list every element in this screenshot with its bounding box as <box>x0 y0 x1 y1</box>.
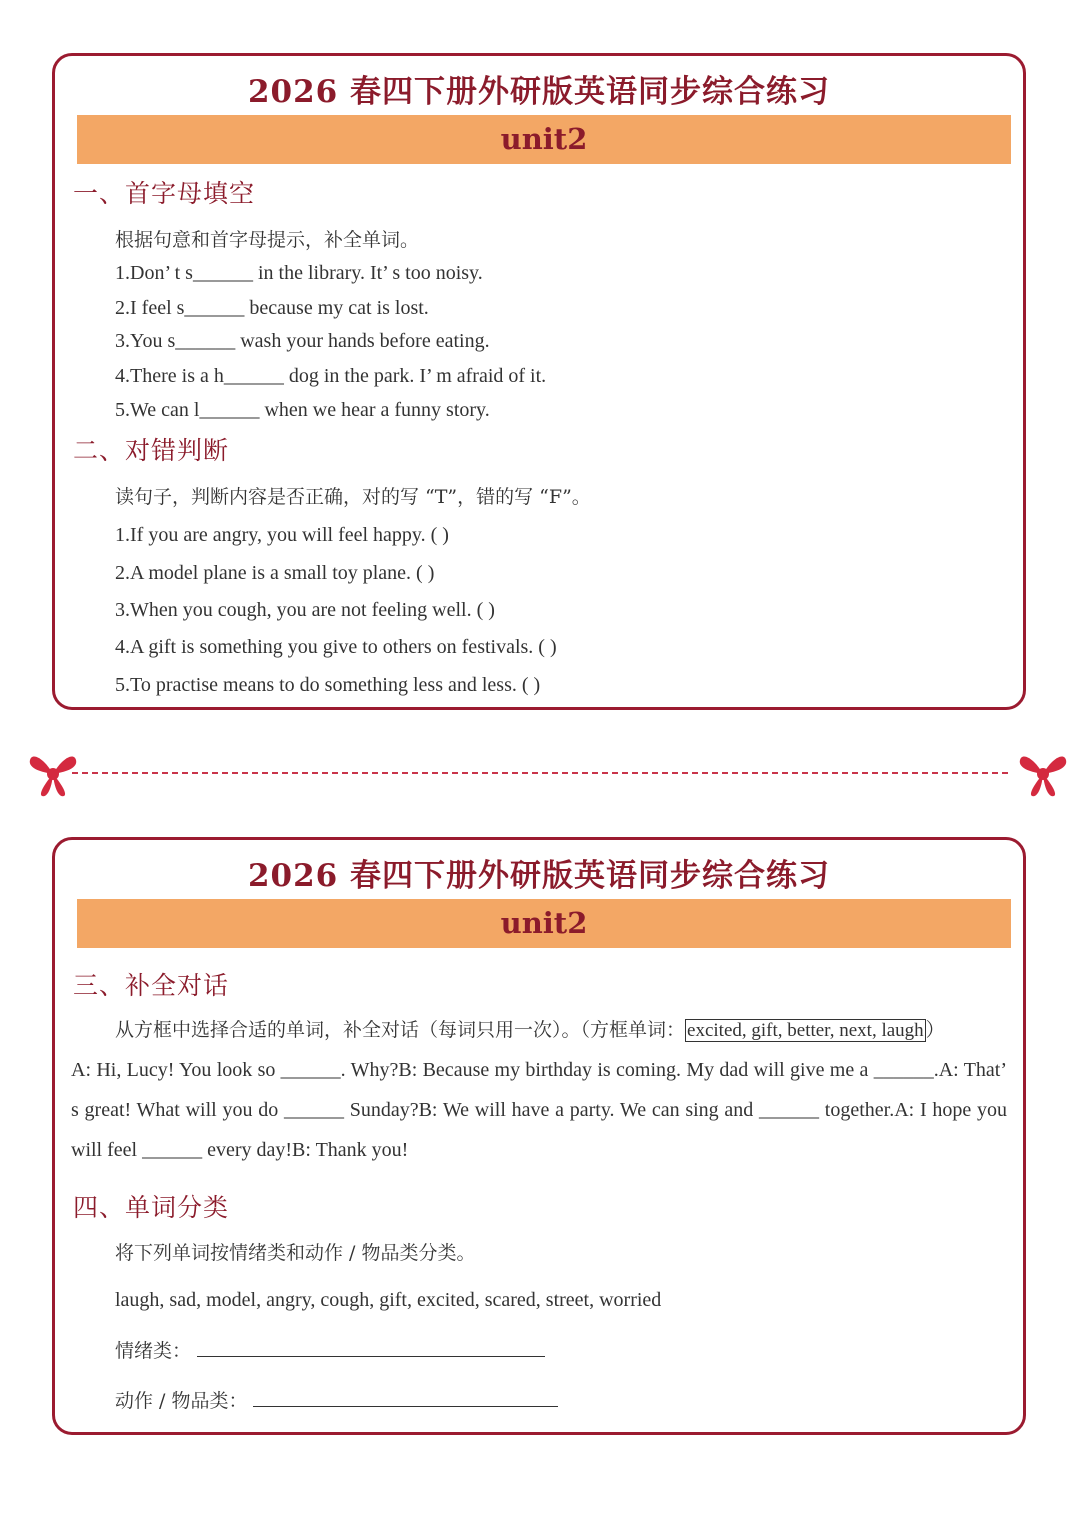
emotion-answer-line[interactable] <box>197 1338 545 1357</box>
unit-banner: unit2 <box>77 899 1011 948</box>
emotion-row <box>115 1336 545 1363</box>
section4-heading: 四、单词分类 <box>73 1193 230 1222</box>
section2-item-3: 3.When you cough, you are not feeling well. ( ) <box>115 599 495 621</box>
section2-item-1: 1.If you are angry, you will feel happy. ( ) <box>115 524 449 546</box>
action-label: 动作 / 物品类： <box>115 1390 248 1412</box>
section4-words: laugh, sad, model, angry, cough, gift, excited, scared, street, worried <box>115 1289 662 1311</box>
section1-item-5: 5.We can l______ when we hear a funny story. <box>115 399 490 421</box>
worksheet-card-2 <box>52 837 1026 1435</box>
section2-item-2: 2.A model plane is a small toy plane. ( ) <box>115 562 435 584</box>
section1-heading: 一、首字母填空 <box>73 179 256 208</box>
worksheet-card-1 <box>52 53 1026 710</box>
action-row <box>115 1386 558 1413</box>
section1-instruction: 根据句意和首字母提示，补全单词。 <box>115 229 420 251</box>
bow-left-icon <box>26 748 80 800</box>
action-answer-line[interactable] <box>253 1388 558 1407</box>
section2-instruction: 读句子，判断内容是否正确，对的写 “T”，错的写 “F”。 <box>115 486 591 508</box>
section2-item-4: 4.A gift is something you give to others on festivals. ( ) <box>115 636 557 658</box>
section1-item-2: 2.I feel s______ because my cat is lost. <box>115 297 429 319</box>
section4-instruction: 将下列单词按情绪类和动作 / 物品类分类。 <box>115 1242 476 1264</box>
section1-item-1: 1.Don’ t s______ in the library. It’ s too noisy. <box>115 262 483 284</box>
bow-right-icon <box>1016 748 1070 800</box>
dashed-divider <box>72 772 1008 774</box>
card-title: 2026 春四下册外研版英语同步综合练习 <box>247 858 831 894</box>
section3-instruction <box>115 1015 945 1042</box>
section2-heading: 二、对错判断 <box>73 436 230 465</box>
section3-instruction-suffix: ） <box>925 1019 945 1041</box>
section3-dialogue: A: Hi, Lucy! You look so ______. Why?B: Because my birthday is coming. My dad will give me a ______.A: That’ s great! What will you do ______ Sunday?B: We will have a party. We can sing and ______ together.A: I hope you will feel ______ every day!B: Thank you! <box>71 1059 1007 1161</box>
word-box: excited, gift, better, next, laugh <box>687 1020 924 1041</box>
section1-item-4: 4.There is a h______ dog in the park. I’ m afraid of it. <box>115 365 547 387</box>
card-title: 2026 春四下册外研版英语同步综合练习 <box>247 74 831 110</box>
section2-item-5: 5.To practise means to do something less and less. ( ) <box>115 674 541 696</box>
unit-banner: unit2 <box>77 115 1011 164</box>
section3-heading: 三、补全对话 <box>73 971 230 1000</box>
section1-item-3: 3.You s______ wash your hands before eating. <box>115 330 490 352</box>
section3-instruction-prefix: 从方框中选择合适的单词，补全对话（每词只用一次）。（方框单词： <box>115 1019 686 1041</box>
emotion-label: 情绪类： <box>115 1340 192 1362</box>
